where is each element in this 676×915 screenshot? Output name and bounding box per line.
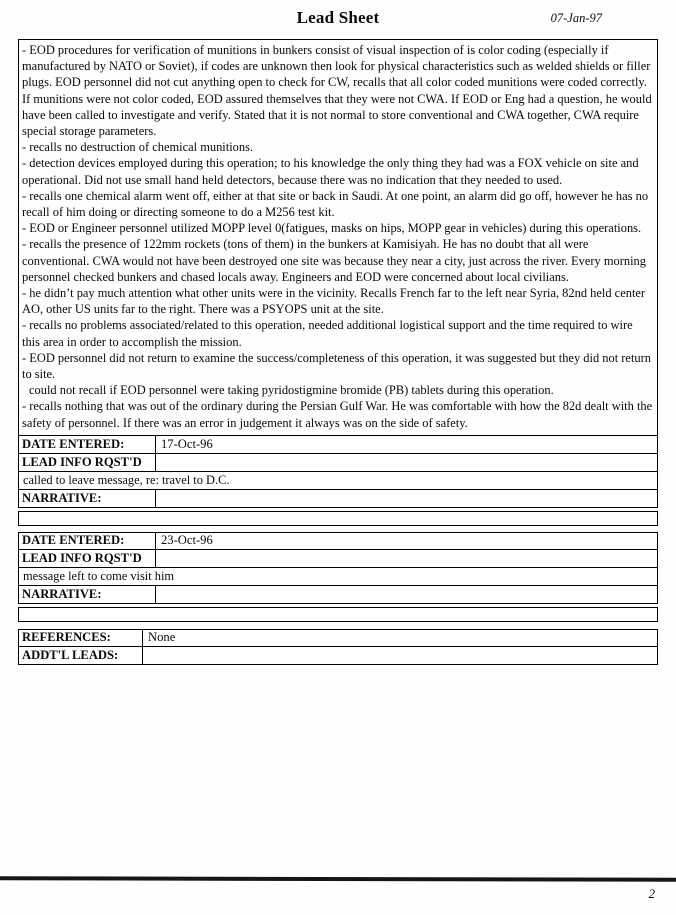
narrative-paragraph: - detection devices employed during this operation; to his knowledge the only thing they had was a FOX vehicle on site and operational. Did not use small hand held detectors, because there was no indication that they needed to used. xyxy=(22,156,639,187)
narrative-paragraph: - EOD personnel did not return to examine the success/completeness of this operation, it was suggested but they did not return to site. xyxy=(22,350,651,382)
document-content xyxy=(18,39,658,665)
narrative-paragraph: - recalls no destruction of chemical munitions. xyxy=(22,140,254,155)
lead-info-row xyxy=(18,454,658,472)
narrative-paragraph: - EOD procedures for verification of munitions in bunkers consist of visual inspection of is color coding (especially if manufactured by NATO or Soviet), if codes are unknown then look for physical characteristics such as welded shields or filler plugs. EOD personnel did not cut anything open to check for CW, recalls that all color coded munitions were coded correctly. If munitions were not color coded, EOD assured themselves that they were not CWA. If EOD or Eng had a question, he would have been called to investigate and verify. Stated that it is not normal to store conventional and CWA together, CWA require special storage parameters. xyxy=(22,43,652,139)
narrative-label: NARRATIVE: xyxy=(19,490,156,507)
date-entered-label: DATE ENTERED: xyxy=(19,436,156,453)
narrative-label: NARRATIVE: xyxy=(19,586,156,603)
date-entered-value: 17-Oct-96 xyxy=(161,436,213,451)
lead-note-text: called to leave message, re: travel to D.C. xyxy=(23,472,230,487)
lead-info-row xyxy=(18,550,658,568)
empty-cell xyxy=(19,512,657,525)
narrative-paragraph: could not recall if EOD personnel were taking pyridostigmine bromide (PB) tablets during this operation. xyxy=(29,383,554,398)
references-row xyxy=(18,629,658,647)
narrative-value xyxy=(156,586,657,603)
date-entered-value: 23-Oct-96 xyxy=(161,533,213,548)
header-date: 07-Jan-97 xyxy=(550,11,602,25)
narrative-value xyxy=(156,490,657,507)
lead-info-label: LEAD INFO RQST'D xyxy=(19,454,156,471)
narrative-paragraph: - EOD or Engineer personnel utilized MOPP level 0(fatigues, masks on hips, MOPP gear in vehicles) during this operations. xyxy=(22,221,642,236)
lead-note-row xyxy=(18,472,658,490)
lead-info-value xyxy=(156,454,657,471)
references-label: REFERENCES: xyxy=(19,630,143,646)
narrative-paragraph: - recalls the presence of 122mm rockets (tons of them) in the bunkers at Kamisiyah. He has no doubt that all were conventional. CWA would not have been destroyed one site was because they near a city, just across the river. Every morning personnel checked bunkers and chased locals away. Engineers and EOD were concerned about local civilians. xyxy=(22,237,646,284)
narrative-paragraph: - recalls nothing that was out of the ordinary during the Persian Gulf War. He was comfortable with how the 82d dealt with the safety of personnel. If there was an error in judgement it always was on the side of safety. xyxy=(22,399,653,430)
lead-info-value xyxy=(156,550,657,567)
narrative-text-box xyxy=(18,39,658,436)
narrative-paragraph: - recalls one chemical alarm went off, either at that site or back in Saudi. At one point, an alarm did go off, however he has no recall of him doing or directing someone to do a M256 test kit. xyxy=(22,188,649,220)
lead-entry-section-1 xyxy=(18,436,658,526)
date-entered-label: DATE ENTERED: xyxy=(19,533,156,549)
scan-artifact-line xyxy=(0,876,676,881)
lead-entry-section-2 xyxy=(18,532,658,622)
narrative-paragraph: - recalls no problems associated/related to this operation, needed additional logistical support and the time required to wire this area in order to accomplish the mission. xyxy=(22,318,633,349)
empty-cell xyxy=(19,608,657,621)
lead-note-row xyxy=(18,568,658,586)
references-value: None xyxy=(148,630,176,645)
addtl-leads-value xyxy=(143,647,657,664)
lead-info-label: LEAD INFO RQST'D xyxy=(19,550,156,567)
date-entered-row xyxy=(18,532,658,550)
narrative-row xyxy=(18,490,658,508)
page-title: Lead Sheet xyxy=(296,8,380,27)
references-section xyxy=(18,629,658,665)
narrative-row xyxy=(18,586,658,604)
addtl-leads-row xyxy=(18,647,658,665)
lead-note-text: message left to come visit him xyxy=(23,568,175,583)
date-entered-row xyxy=(18,436,658,454)
addtl-leads-label: ADDT'L LEADS: xyxy=(19,647,143,664)
empty-row xyxy=(18,607,658,622)
narrative-paragraph: - he didn’t pay much attention what other units were in the vicinity. Recalls French far to the left near Syria, 82nd held center AO, other US units far to the right. There was a PSYOPS unit at the site. xyxy=(22,286,646,317)
empty-row xyxy=(18,511,658,526)
page-number: 2 xyxy=(648,886,655,901)
